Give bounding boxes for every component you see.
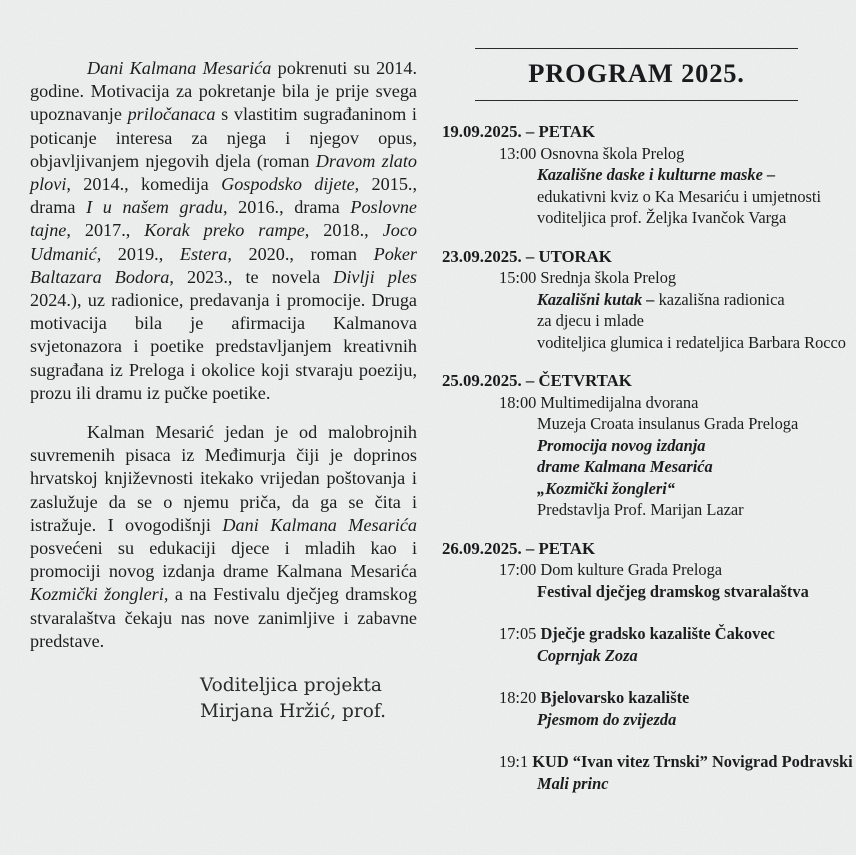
program-day [442,246,852,354]
program-line: 13:00 Osnovna škola Prelog [499,143,685,163]
program-line: voditeljica glumica i redateljica Barbara Rocco [537,332,847,352]
program-line: 15:00 Srednja škola Prelog [499,268,677,287]
line-spacer [442,730,852,751]
day-date-heading: 26.09.2025. – PETAK [442,538,596,558]
line-spacer [442,602,852,623]
day-date-heading: 23.09.2025. – UTORAK [442,246,612,266]
program-line: 17:05 Dječje gradsko kazalište Čakovec [499,624,775,643]
program-line: Kazališni kutak – kazališna radionica [537,289,785,309]
program-column [442,48,852,811]
program-line: 18:20 Bjelovarsko kazalište [499,688,690,707]
signature-block [200,673,417,725]
program-line: 19:1 KUD “Ivan vitez Trnski” Novigrad Podravski [499,752,853,771]
line-spacer [442,666,852,687]
program-day [442,538,852,795]
signature-role: Voditeljica projekta [200,675,382,697]
day-date-heading: 19.09.2025. – PETAK [442,122,596,141]
program-line: drame Kalmana Mesarića [537,457,713,476]
program-line: edukativni kviz o Ka Mesariću i umjetnosti [537,186,822,206]
program-line: Predstavlja Prof. Marijan Lazar [537,500,744,519]
program-day [442,370,852,521]
program-line: za djecu i mlade [537,311,644,330]
program-title: PROGRAM 2025. [528,58,745,88]
program-line: Muzeja Croata insulanus Grada Preloga [537,414,799,433]
program-days [442,121,852,794]
program-line: Kazališne daske i kulturne maske – [537,165,776,184]
program-line: 17:00 Dom kulture Grada Preloga [499,560,723,579]
program-day [442,121,852,229]
program-line: Coprnjak Zoza [537,645,638,665]
intro-paragraph: Kalman Mesarić jedan je od malobrojnih suvremenih pisaca iz Međimurja čiji je doprinos hrvatskoj književnosti itekako vrijedan poštovanja i zaslužuje da se o njemu priča, da ga se čita i istražuje. I ovogodišnji Dani Kalmana Mesarića posvećeni su edukaciji djece i mladih kao i promociji novog izdanja drame Kalmana Mesarića Kozmički žongleri, a na Festivalu dječjeg dramskog stvaralaštva čekaju nas nove zanimljive i zabavne predstave. [30,422,418,651]
program-line: voditeljica prof. Željka Ivančok Varga [537,208,787,227]
signature-name: Mirjana Hržić, prof. [200,701,386,723]
program-line: Mali princ [537,773,609,793]
program-line: „Kozmički žongleri“ [537,478,675,498]
program-line: Promocija novog izdanja [537,435,706,455]
program-header [475,48,798,101]
intro-column [30,57,417,725]
intro-paragraphs [30,57,417,653]
intro-paragraph: Dani Kalmana Mesarića pokrenuti su 2014. godine. Motivacija za pokretanje bila je prije svega upoznavanje priločanaca s vlastitim sugrađaninom i poticanje interesa za njega i njegov opus, objavljivanjem njegovih djela (roman Dravom zlato plovi, 2014., komedija Gospodsko dijete, 2015., drama I u našem gradu, 2016., drama Poslovne tajne, 2017., Korak preko rampe, 2018., Joco Udmanić, 2019., Estera, 2020., roman Poker Baltazara Bodora, 2023., te novela Divlji ples 2024.), uz radionice, predavanja i promocije. Druga motivacija bila je afirmacija Kalmanova svjetonazora i poetike predstavljanjem kreativnih sugrađana iz Preloga i okolice koji stvaraju poeziju, prozu ili dramu iz pučke poetike. [30,58,418,403]
day-date-heading: 25.09.2025. – ČETVRTAK [442,371,632,390]
program-line: Pjesmom do zvijezda [537,709,677,729]
program-line: Festival dječjeg dramskog stvaralaštva [537,581,809,601]
program-line: 18:00 Multimedijalna dvorana [499,392,699,412]
